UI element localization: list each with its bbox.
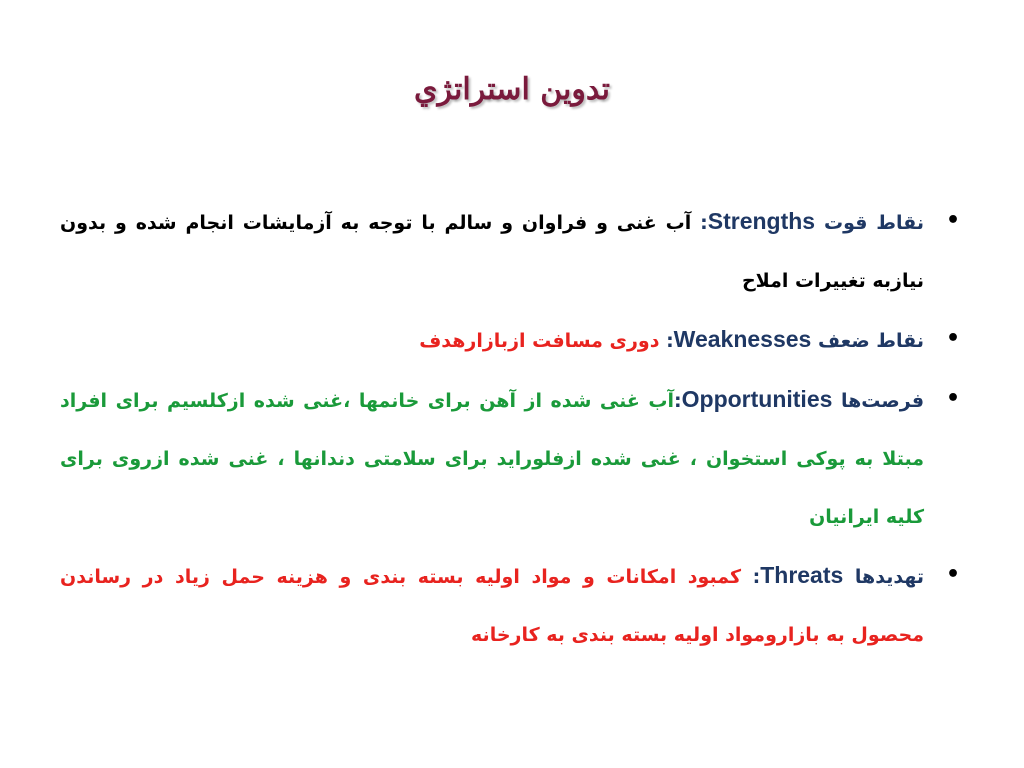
swot-list: [60, 192, 966, 664]
weaknesses-text: دوری مسافت ازبازارهدف: [419, 330, 667, 352]
bullet-icon: •: [945, 386, 960, 411]
list-item-threats: [60, 546, 966, 664]
list-item-weaknesses: [60, 310, 966, 370]
strengths-colon: :: [700, 212, 708, 234]
bullet-icon: •: [945, 562, 960, 587]
weaknesses-heading-en: Weaknesses: [673, 326, 812, 352]
opportunities-text: آب غنی شده از آهن برای خانمها ،غنی شده ازکلسیم برای افراد مبتلا به پوکی استخوان ، غنی شده ازفلوراید برای سلامتی دندانها ، غنی شده ازروی برای کلیه ایرانیان: [60, 390, 924, 528]
strengths-heading-fa: نقاط قوت: [823, 212, 924, 234]
opportunities-heading-en: Opportunities: [681, 386, 833, 412]
opportunities-colon: :: [674, 390, 682, 412]
strengths-text: آب غنی و فراوان و سالم با توجه به آزمایشات انجام شده و بدون نیازبه تغییرات املاح: [60, 212, 924, 292]
opportunities-heading-fa: فرصت‌ها: [840, 390, 925, 412]
list-item-opportunities: [60, 370, 966, 546]
bullet-icon: •: [945, 326, 960, 351]
weaknesses-colon: :: [666, 330, 674, 352]
bullet-icon: •: [945, 208, 960, 233]
threats-heading-fa: تهدیدها: [854, 566, 924, 588]
threats-heading-en: Threats: [760, 562, 844, 588]
list-item-strengths: [60, 192, 966, 310]
weaknesses-heading-fa: نقاط ضعف: [817, 330, 924, 352]
slide-title: تدوین استراتژي: [413, 72, 610, 107]
threats-text: کمبود امکانات و مواد اولیه بسته بندی و هزینه حمل زیاد در رساندن محصول به بازارومواد اولیه بسته بندی به کارخانه: [60, 566, 924, 646]
threats-colon: :: [752, 566, 761, 588]
strengths-heading-en: Strengths: [707, 208, 816, 234]
